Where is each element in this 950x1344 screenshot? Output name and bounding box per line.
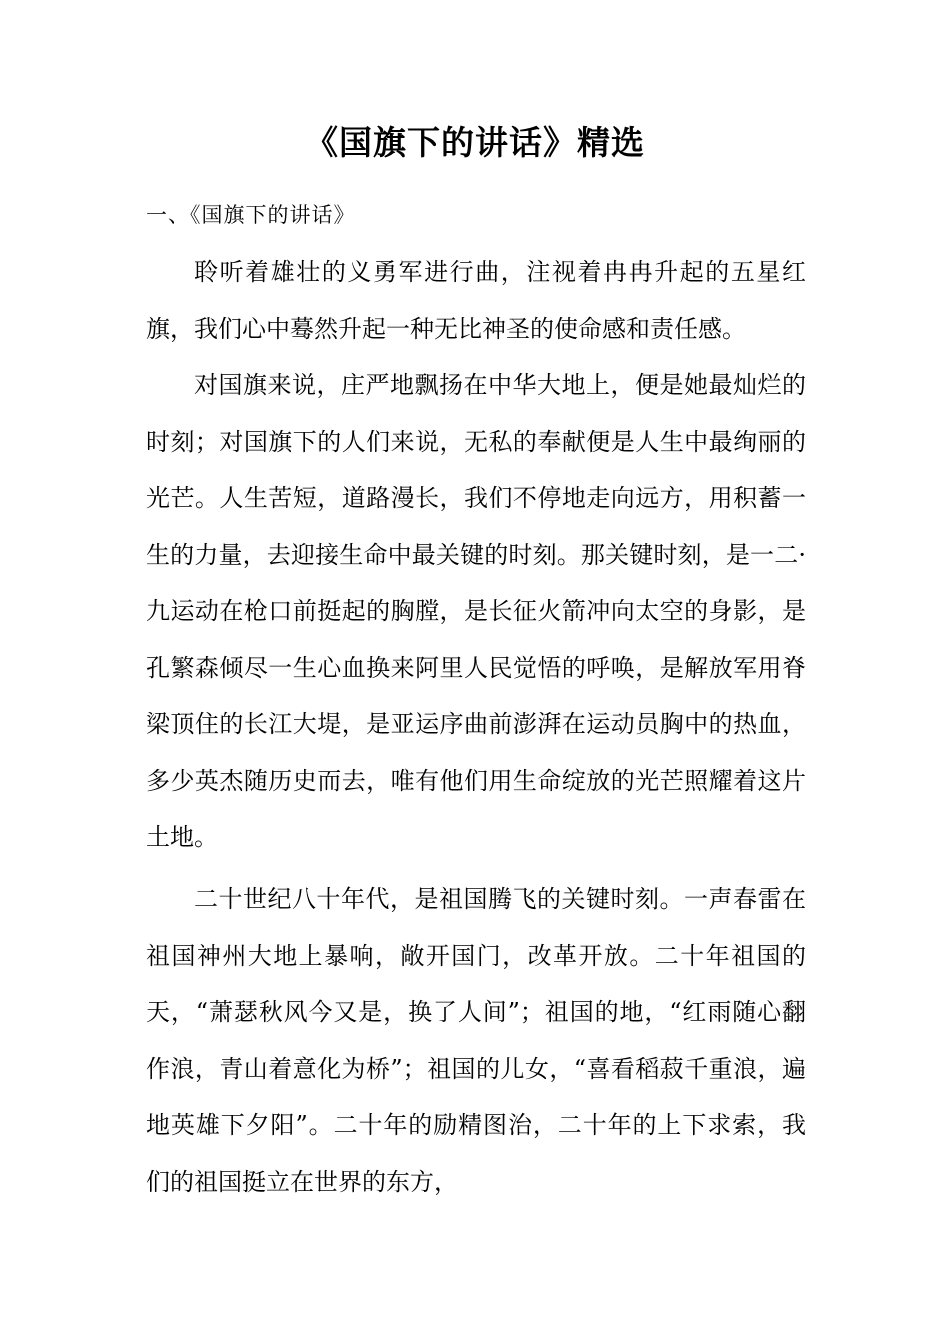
- paragraph-text: 聆听着雄壮的义勇军进行曲，注视着冉冉升起的五星红旗，我们心中蓦然升起一种无比神圣的使命感和责任感。: [146, 258, 806, 343]
- paragraph-3: [146, 871, 806, 1210]
- section-heading: 一、《国旗下的讲话》: [146, 203, 356, 227]
- paragraph-text: 二十世纪八十年代，是祖国腾飞的关键时刻。一声春雷在祖国神州大地上暴响，敞开国门，改革开放。二十年祖国的天，“萧瑟秋风今又是，换了人间”；祖国的地，“红雨随心翻作浪，青山着意化为桥”；祖国的儿女，“喜看稻菽千重浪，遍地英雄下夕阳”。二十年的励精图治，二十年的上下求索，我们的祖国挺立在世界的东方，: [146, 885, 806, 1196]
- paragraph-1: [146, 244, 806, 357]
- document-title: 《国旗下的讲话》精选: [305, 123, 645, 162]
- paragraph-text: 对国旗来说，庄严地飘扬在中华大地上，便是她最灿烂的时刻；对国旗下的人们来说，无私的奉献便是人生中最绚丽的光芒。人生苦短，道路漫长，我们不停地走向远方，用积蓄一生的力量，去迎接生命中最关键的时刻。那关键时刻，是一二·九运动在枪口前挺起的胸膛，是长征火箭冲向太空的身影，是孔繁森倾尽一生心血换来阿里人民觉悟的呼唤，是解放军用脊梁顶住的长江大堤，是亚运序曲前澎湃在运动员胸中的热血，多少英杰随历史而去，唯有他们用生命绽放的光芒照耀着这片土地。: [146, 371, 806, 851]
- paragraph-2: [146, 357, 806, 866]
